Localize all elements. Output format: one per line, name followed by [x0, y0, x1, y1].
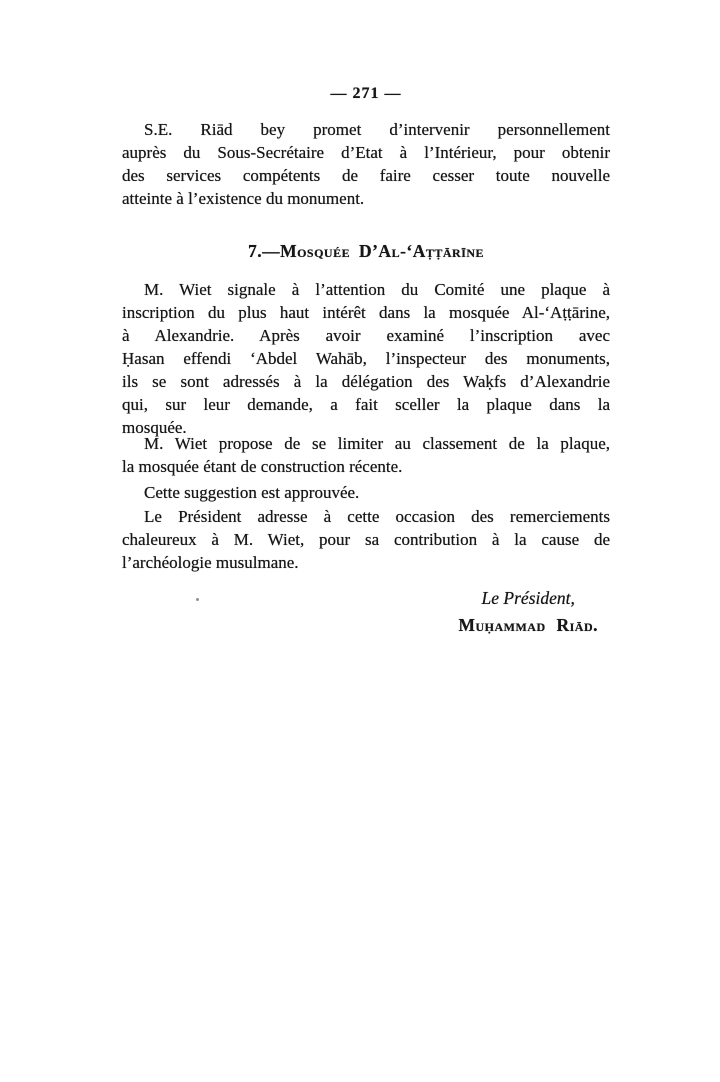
text-line: l’archéologie musulmane.	[122, 553, 299, 572]
text-line: Ḥasan effendi ‘Abdel Wahāb, l’inspecteur des monuments,	[122, 349, 610, 368]
signature-inner	[458, 587, 598, 637]
text-line: Cette suggestion est approuvée.	[144, 483, 360, 502]
text-line: chaleureux à M. Wiet, pour sa contribution à la cause de	[122, 530, 610, 549]
text-line: la mosquée étant de construction récente.	[122, 457, 403, 476]
text-line: Le Président adresse à cette occasion des remerciements	[144, 507, 610, 526]
text-line: M. Wiet propose de se limiter au classement de la plaque,	[144, 434, 610, 453]
signature-name: Muḥammad Riād.	[458, 615, 598, 635]
signature-role: Le Président,	[481, 588, 575, 608]
scan-speck	[196, 598, 199, 601]
text-line: des services compétents de faire cesser toute nouvelle	[122, 166, 610, 185]
section-heading-mosquee-al-attarine: 7.—Mosquée D’Al-‘Aṭṭārīne	[247, 241, 485, 261]
text-line: mosquée.	[122, 418, 187, 437]
paragraph-wiet-plaque	[122, 278, 610, 439]
paragraph-suggestion-approved	[122, 481, 610, 504]
signature-block	[122, 587, 610, 637]
text-line: atteinte à l’existence du monument.	[122, 189, 365, 208]
text-line: auprès du Sous-Secrétaire d’Etat à l’Intérieur, pour obtenir	[122, 143, 610, 162]
text-line: S.E. Riād bey promet d’intervenir personnellement	[144, 120, 610, 139]
text-line: à Alexandrie. Après avoir examiné l’inscription avec	[122, 326, 610, 345]
paragraph-wiet-proposal	[122, 432, 610, 478]
paragraph-riad-promise	[122, 118, 610, 210]
text-line: qui, sur leur demande, a fait sceller la plaque dans la	[122, 395, 610, 414]
page-number: — 271 —	[330, 85, 402, 102]
text-line: ils se sont adressés à la délégation des Waḳfs d’Alexandrie	[122, 372, 610, 391]
text-line: inscription du plus haut intérêt dans la mosquée Al-‘Aṭṭārine,	[122, 303, 610, 322]
text-line: M. Wiet signale à l’attention du Comité une plaque à	[144, 280, 610, 299]
paragraph-president-thanks	[122, 505, 610, 574]
